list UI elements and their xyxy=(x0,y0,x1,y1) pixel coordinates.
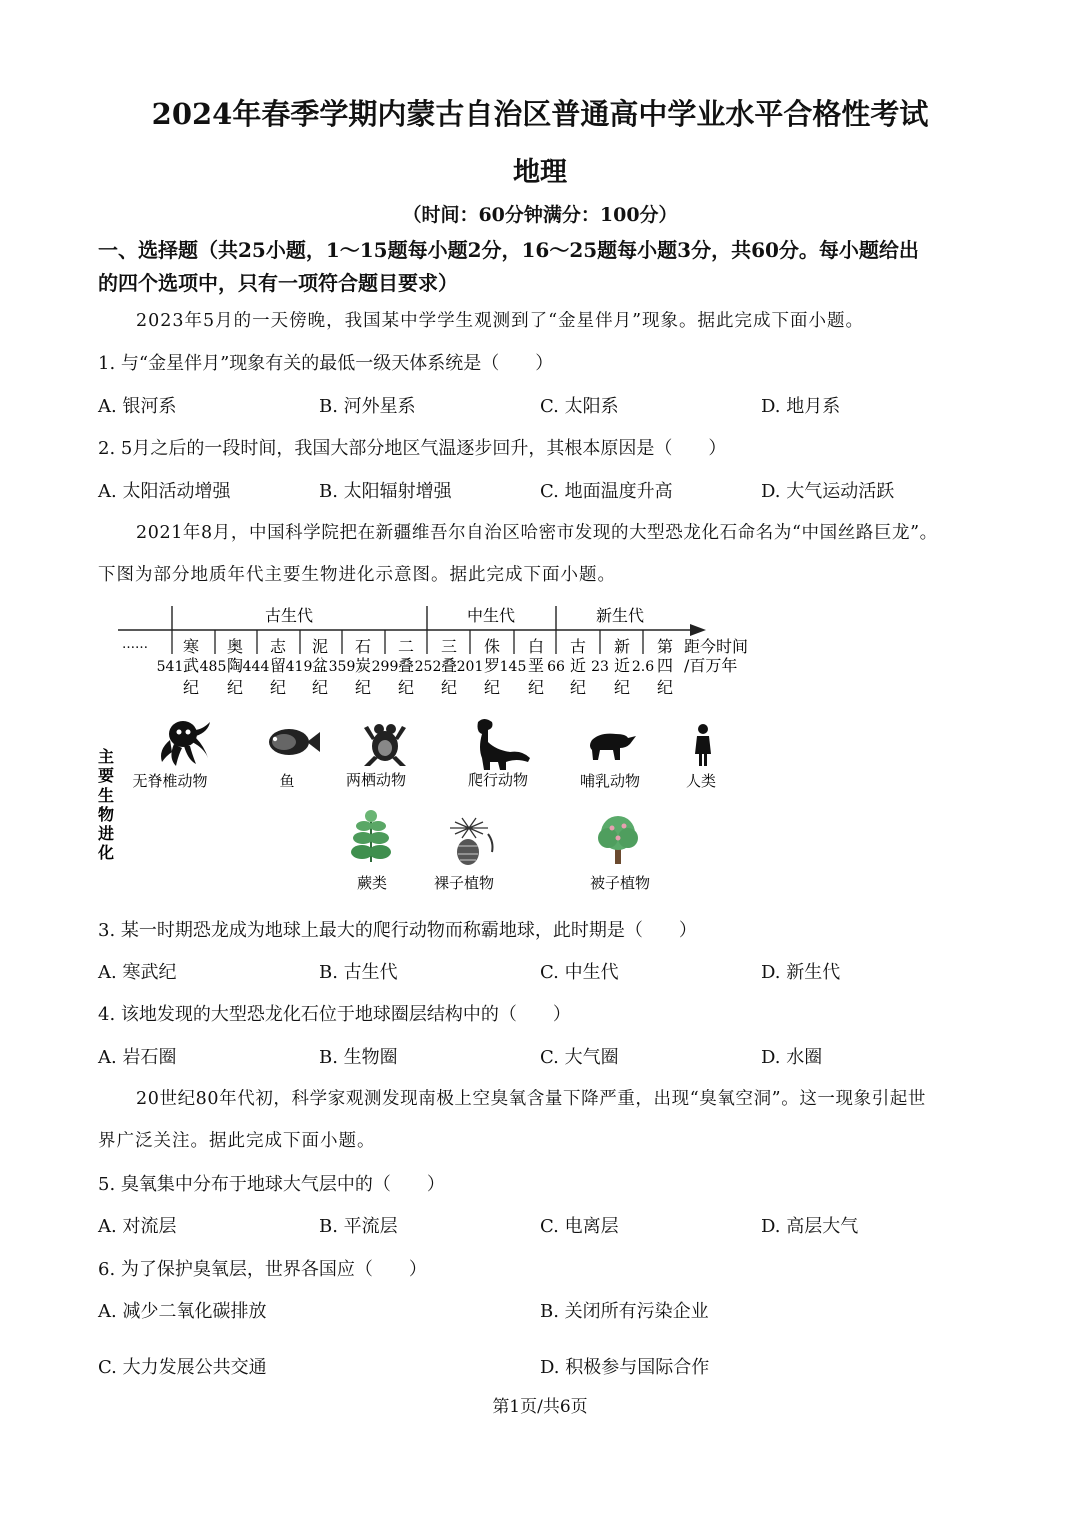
period-carboniferous-char1: 石 xyxy=(354,637,372,656)
question-2-option-b[interactable]: B. 太阳辐射增强 xyxy=(319,481,452,502)
label-mammals: 哺乳动物 xyxy=(579,772,641,790)
question-6-option-d[interactable]: D. 积极参与国际合作 xyxy=(540,1357,710,1378)
question-2-option-d[interactable]: D. 大气运动活跃 xyxy=(761,481,895,502)
period-ordovician-char3: 纪 xyxy=(226,678,244,697)
age-66: 66 xyxy=(547,659,565,675)
period-cretaceous-char1: 白 xyxy=(527,637,545,656)
axis-label-line1: 距今时间 xyxy=(684,637,749,656)
period-quaternary-char2: 四 xyxy=(656,656,674,675)
period-cretaceous-char2: 垩 xyxy=(527,656,545,675)
age-23: 23 xyxy=(591,659,609,675)
label-amphibians: 两栖动物 xyxy=(345,771,407,789)
axis-label-line2: /百万年 xyxy=(684,656,738,675)
question-5-stem: 5. 臭氧集中分布于地球大气层中的（ ） xyxy=(98,1174,445,1195)
period-devonian-char1: 泥 xyxy=(311,637,329,656)
section-heading-line2: 的四个选项中，只有一项符合题目要求） xyxy=(98,271,458,295)
period-triassic-char3: 纪 xyxy=(440,678,458,697)
geologic-time-figure xyxy=(0,590,1080,900)
page-footer: 第1页/共6页 xyxy=(492,1397,588,1417)
dinosaur-icon xyxy=(478,719,531,770)
period-silurian-char2: 留 xyxy=(269,656,287,675)
side-label-main-evolution xyxy=(97,747,114,862)
question-6-option-a[interactable]: A. 减少二氧化碳排放 xyxy=(98,1301,267,1322)
label-humans: 人类 xyxy=(685,772,717,790)
period-permian-char2: 叠 xyxy=(397,656,415,675)
intro-venus-moon: 2023年5月的一天傍晚，我国某中学学生观测到了“金星伴月”现象。据此完成下面小题。 xyxy=(136,311,865,331)
mammal-icon xyxy=(590,734,636,760)
exam-title: 2024年春季学期内蒙古自治区普通高中学业水平合格性考试 xyxy=(151,97,929,131)
period-paleogene-char2: 近 xyxy=(569,656,587,675)
period-neogene-char3: 纪 xyxy=(613,678,631,697)
label-angiosperms: 被子植物 xyxy=(589,874,651,892)
period-jurassic-char3: 纪 xyxy=(483,678,501,697)
age-359: 359 xyxy=(328,659,356,675)
period-quaternary-char3: 纪 xyxy=(656,678,674,697)
svg-text:要: 要 xyxy=(97,766,115,785)
period-silurian-char3: 纪 xyxy=(269,678,287,697)
period-cambrian-char2: 武 xyxy=(182,656,200,675)
age-485: 485 xyxy=(199,659,227,675)
age-201: 201 xyxy=(456,659,484,675)
period-carboniferous-char2: 炭 xyxy=(354,656,372,675)
intro-dinosaur-line1: 2021年8月，中国科学院把在新疆维吾尔自治区哈密市发现的大型恐龙化石命名为“中国丝路巨龙”。 xyxy=(136,523,938,543)
question-3-option-d[interactable]: D. 新生代 xyxy=(761,962,841,983)
question-3-option-b[interactable]: B. 古生代 xyxy=(319,962,398,983)
svg-text:进: 进 xyxy=(97,824,115,843)
age-541: 541 xyxy=(156,659,184,675)
period-carboniferous-char3: 纪 xyxy=(354,678,372,697)
frog-icon xyxy=(364,724,406,766)
label-gymnosperms: 裸子植物 xyxy=(433,874,495,892)
fish-icon xyxy=(269,729,320,755)
question-1-option-b[interactable]: B. 河外星系 xyxy=(319,396,416,417)
timeline-arrow xyxy=(690,624,706,636)
period-devonian-char3: 纪 xyxy=(311,678,329,697)
intro-ozone-line1: 20世纪80年代初，科学家观测发现南极上空臭氧含量下降严重，出现“臭氧空洞”。这一现象引起世 xyxy=(136,1089,927,1109)
period-cambrian-char1: 寒 xyxy=(182,637,200,656)
question-3-option-c[interactable]: C. 中生代 xyxy=(540,962,619,983)
era-label-mesozoic: 中生代 xyxy=(466,606,516,625)
question-3-option-a[interactable]: A. 寒武纪 xyxy=(98,962,177,983)
question-4-option-a[interactable]: A. 岩石圈 xyxy=(98,1047,177,1068)
svg-text:主: 主 xyxy=(97,747,115,766)
era-label-paleozoic: 古生代 xyxy=(264,606,314,625)
period-neogene-char1: 新 xyxy=(613,637,631,656)
period-cretaceous-char3: 纪 xyxy=(527,678,545,697)
period-triassic-char2: 叠 xyxy=(440,656,458,675)
question-1-option-a[interactable]: A. 银河系 xyxy=(98,396,177,417)
subject-title: 地理 xyxy=(513,157,567,188)
svg-text:物: 物 xyxy=(97,805,115,824)
question-6-stem: 6. 为了保护臭氧层，世界各国应（ ） xyxy=(98,1259,427,1280)
label-reptiles: 爬行动物 xyxy=(467,771,529,789)
question-5-option-c[interactable]: C. 电离层 xyxy=(540,1216,619,1237)
pinecone-icon xyxy=(450,818,493,865)
age-2-6: 2.6 xyxy=(631,659,655,675)
question-1-option-c[interactable]: C. 太阳系 xyxy=(540,396,619,417)
intro-dinosaur-line2: 下图为部分地质年代主要生物进化示意图。据此完成下面小题。 xyxy=(98,565,616,585)
period-silurian-char1: 志 xyxy=(269,637,287,656)
period-cambrian-char3: 纪 xyxy=(182,678,200,697)
age-299: 299 xyxy=(371,659,399,675)
question-6-option-b[interactable]: B. 关闭所有污染企业 xyxy=(540,1301,709,1322)
question-4-option-c[interactable]: C. 大气圈 xyxy=(540,1047,619,1068)
period-jurassic-char1: 侏 xyxy=(483,637,501,656)
question-1-stem: 1. 与“金星伴月”现象有关的最低一级天体系统是（ ） xyxy=(98,353,554,374)
fern-icon xyxy=(351,810,391,862)
period-neogene-char2: 近 xyxy=(613,656,631,675)
period-paleogene-char3: 纪 xyxy=(569,678,587,697)
age-419: 419 xyxy=(285,659,313,675)
question-2-option-c[interactable]: C. 地面温度升高 xyxy=(540,481,673,502)
svg-text:化: 化 xyxy=(97,843,115,862)
question-4-option-b[interactable]: B. 生物圈 xyxy=(319,1047,398,1068)
period-ordovician-char1: 奥 xyxy=(226,637,244,656)
tree-icon xyxy=(598,816,638,864)
label-fish: 鱼 xyxy=(279,772,295,790)
question-3-stem: 3. 某一时期恐龙成为地球上最大的爬行动物而称霸地球，此时期是（ ） xyxy=(98,920,697,941)
period-permian-char1: 二 xyxy=(397,637,415,656)
question-1-option-d[interactable]: D. 地月系 xyxy=(761,396,841,417)
intro-ozone-line2: 界广泛关注。据此完成下面小题。 xyxy=(98,1131,376,1151)
question-2-stem: 2. 5月之后的一段时间，我国大部分地区气温逐步回升，其根本原因是（ ） xyxy=(98,438,727,459)
period-jurassic-char2: 罗 xyxy=(483,656,501,675)
period-permian-char3: 纪 xyxy=(397,678,415,697)
period-quaternary-char1: 第 xyxy=(656,637,674,656)
period-triassic-char1: 三 xyxy=(440,637,458,656)
period-devonian-char2: 盆 xyxy=(311,656,329,675)
question-5-option-a[interactable]: A. 对流层 xyxy=(98,1216,177,1237)
time-info: （时间：60分钟满分：100分） xyxy=(402,204,678,226)
age-444: 444 xyxy=(242,659,270,675)
section-heading-line1: 一、选择题（共25小题，1～15题每小题2分，16～25题每小题3分，共60分。每小题给出 xyxy=(98,238,919,262)
question-2-option-a[interactable]: A. 太阳活动增强 xyxy=(98,481,231,502)
timeline-leading-dots: …… xyxy=(122,637,148,652)
period-ordovician-char2: 陶 xyxy=(226,656,244,675)
label-invertebrates: 无脊椎动物 xyxy=(132,772,208,790)
question-5-option-d[interactable]: D. 高层大气 xyxy=(761,1216,859,1237)
question-4-stem: 4. 该地发现的大型恐龙化石位于地球圈层结构中的（ ） xyxy=(98,1004,571,1025)
age-252: 252 xyxy=(414,659,442,675)
question-6-option-c[interactable]: C. 大力发展公共交通 xyxy=(98,1357,267,1378)
period-paleogene-char1: 古 xyxy=(569,637,587,656)
question-4-option-d[interactable]: D. 水圈 xyxy=(761,1047,823,1068)
era-label-cenozoic: 新生代 xyxy=(595,606,645,625)
octopus-icon xyxy=(161,721,210,766)
label-ferns: 蕨类 xyxy=(356,874,388,892)
question-5-option-b[interactable]: B. 平流层 xyxy=(319,1216,398,1237)
human-icon xyxy=(695,724,711,766)
age-145: 145 xyxy=(499,659,527,675)
svg-text:生: 生 xyxy=(97,786,115,805)
